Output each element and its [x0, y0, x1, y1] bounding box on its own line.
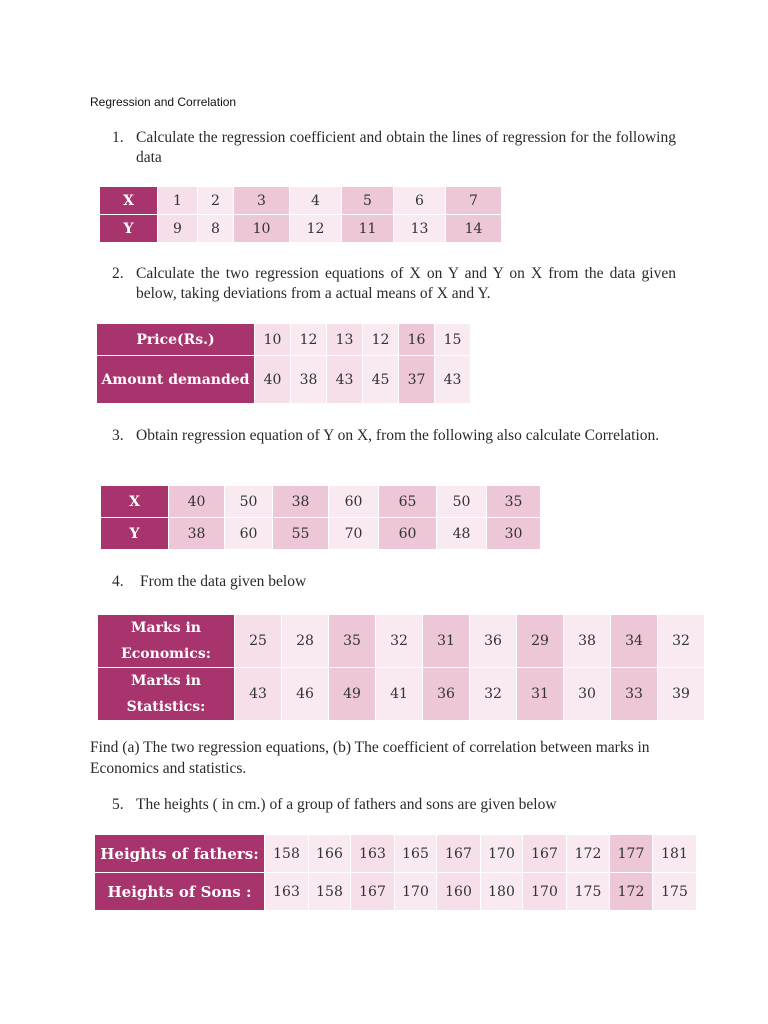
table-cell: 30 [487, 518, 541, 550]
table-cell: 163 [265, 873, 309, 911]
table-cell: 11 [342, 215, 394, 243]
table-row [98, 668, 705, 721]
row-label: Y [101, 518, 169, 550]
table-cell: 32 [658, 615, 705, 668]
table-cell: 7 [446, 187, 502, 215]
table-cell: 3 [234, 187, 290, 215]
data-table-q3 [100, 485, 541, 550]
table-cell: 31 [423, 615, 470, 668]
table-cell: 34 [611, 615, 658, 668]
table-cell: 43 [235, 668, 282, 721]
table-cell: 172 [567, 835, 610, 873]
table-row [101, 518, 541, 550]
table-cell: 50 [437, 486, 487, 518]
question-number: 1. [112, 129, 124, 146]
question-text: The heights ( in cm.) of a group of fathers and sons are given below [136, 796, 557, 813]
table-row [97, 324, 471, 356]
table-cell: 46 [282, 668, 329, 721]
data-table-q1 [99, 186, 502, 243]
table-cell: 39 [658, 668, 705, 721]
table-cell: 172 [610, 873, 653, 911]
table-cell: 13 [327, 324, 363, 356]
table-cell: 158 [265, 835, 309, 873]
row-label: Y [100, 215, 158, 243]
table-cell: 60 [329, 486, 379, 518]
table-cell: 165 [395, 835, 437, 873]
table-cell: 1 [158, 187, 198, 215]
table-cell: 38 [273, 486, 329, 518]
table-cell: 5 [342, 187, 394, 215]
table-cell: 9 [158, 215, 198, 243]
table-row [95, 835, 697, 873]
table-cell: 12 [363, 324, 399, 356]
table-row [100, 187, 502, 215]
table-cell: 16 [399, 324, 435, 356]
table-cell: 36 [423, 668, 470, 721]
row-label: Price(Rs.) [97, 324, 255, 356]
data-table-q2 [96, 323, 471, 404]
table-cell: 170 [395, 873, 437, 911]
table-cell: 167 [437, 835, 481, 873]
table-cell: 29 [517, 615, 564, 668]
table-cell: 180 [481, 873, 523, 911]
table-cell: 181 [653, 835, 697, 873]
document-heading: Regression and Correlation [90, 95, 237, 109]
row-label: X [101, 486, 169, 518]
table-cell: 177 [610, 835, 653, 873]
table-cell: 33 [611, 668, 658, 721]
question-4-followup: Find (a) The two regression equations, (b) The coefficient of correlation between marks in Economics and statistics. [90, 739, 650, 777]
table-cell: 37 [399, 356, 435, 404]
table-cell: 8 [198, 215, 234, 243]
table-cell: 160 [437, 873, 481, 911]
table-cell: 43 [327, 356, 363, 404]
question-number: 4. [112, 573, 124, 590]
table-cell: 163 [351, 835, 395, 873]
table-cell: 32 [376, 615, 423, 668]
table-cell: 55 [273, 518, 329, 550]
table-cell: 10 [255, 324, 291, 356]
row-label: X [100, 187, 158, 215]
table-cell: 40 [255, 356, 291, 404]
table-cell: 31 [517, 668, 564, 721]
table-cell: 48 [437, 518, 487, 550]
table-cell: 12 [290, 215, 342, 243]
table-cell: 38 [291, 356, 327, 404]
table-cell: 35 [487, 486, 541, 518]
table-cell: 60 [225, 518, 273, 550]
row-label: Amount demanded [97, 356, 255, 404]
table-cell: 175 [653, 873, 697, 911]
table-cell: 167 [523, 835, 567, 873]
table-cell: 4 [290, 187, 342, 215]
table-cell: 43 [435, 356, 471, 404]
question-number: 5. [112, 796, 124, 813]
table-cell: 6 [394, 187, 446, 215]
question-number: 2. [112, 265, 124, 282]
table-row [101, 486, 541, 518]
table-cell: 2 [198, 187, 234, 215]
table-row [100, 215, 502, 243]
row-label: Marks in Statistics: [98, 668, 235, 721]
table-cell: 65 [379, 486, 437, 518]
table-cell: 28 [282, 615, 329, 668]
table-cell: 175 [567, 873, 610, 911]
table-cell: 167 [351, 873, 395, 911]
table-cell: 170 [481, 835, 523, 873]
table-cell: 70 [329, 518, 379, 550]
table-cell: 10 [234, 215, 290, 243]
question-number: 3. [112, 427, 124, 444]
row-label: Heights of fathers: [95, 835, 265, 873]
table-cell: 50 [225, 486, 273, 518]
table-cell: 12 [291, 324, 327, 356]
row-label: Heights of Sons : [95, 873, 265, 911]
data-table-q4 [97, 614, 705, 721]
question-text: Obtain regression equation of Y on X, from the following also calculate Correlation. [136, 427, 660, 444]
question-text: From the data given below [140, 573, 307, 590]
table-cell: 25 [235, 615, 282, 668]
table-cell: 38 [564, 615, 611, 668]
question-text: Calculate the two regression equations of X on Y and Y on X from the data given below, taking deviations from a actual means of X and Y. [136, 265, 676, 302]
table-cell: 158 [309, 873, 351, 911]
table-cell: 60 [379, 518, 437, 550]
table-cell: 13 [394, 215, 446, 243]
table-cell: 38 [169, 518, 225, 550]
table-cell: 40 [169, 486, 225, 518]
data-table-q5 [94, 834, 697, 911]
table-cell: 170 [523, 873, 567, 911]
table-cell: 45 [363, 356, 399, 404]
table-cell: 30 [564, 668, 611, 721]
table-cell: 49 [329, 668, 376, 721]
table-cell: 32 [470, 668, 517, 721]
table-cell: 41 [376, 668, 423, 721]
table-row [97, 356, 471, 404]
table-cell: 35 [329, 615, 376, 668]
table-row [95, 873, 697, 911]
question-text: Calculate the regression coefficient and obtain the lines of regression for the following data [136, 129, 676, 166]
table-cell: 36 [470, 615, 517, 668]
table-cell: 166 [309, 835, 351, 873]
table-row [98, 615, 705, 668]
row-label: Marks in Economics: [98, 615, 235, 668]
table-cell: 14 [446, 215, 502, 243]
table-cell: 15 [435, 324, 471, 356]
